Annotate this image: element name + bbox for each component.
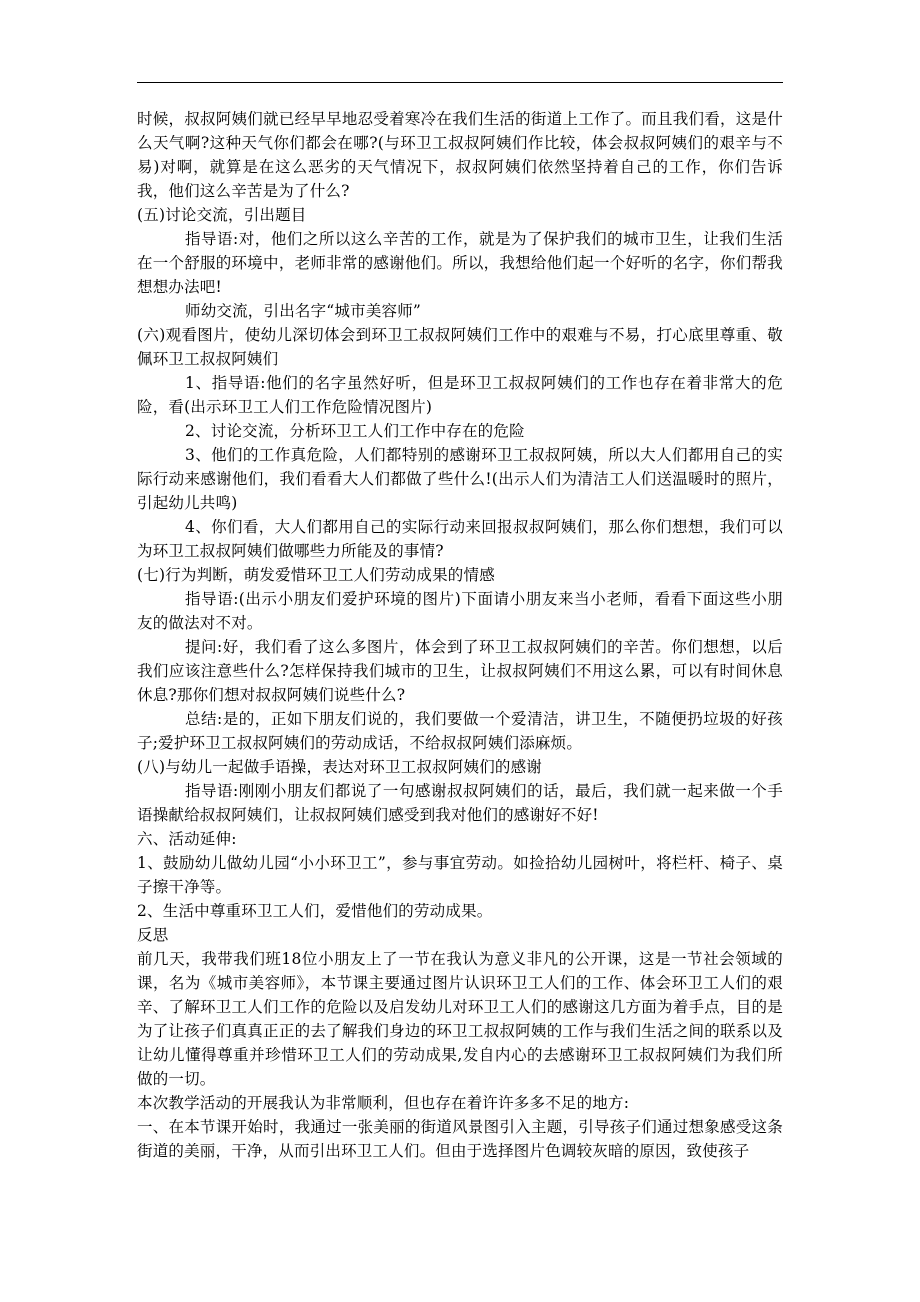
- list-item: 2、生活中尊重环卫工人们，爱惜他们的劳动成果。: [137, 902, 493, 920]
- document-body: [137, 107, 783, 1163]
- paragraph: 总结:是的，正如下朋友们说的，我们要做一个爱清洁，讲卫生，不随便扔垃圾的好孩子;爱护环卫工叔叔阿姨们的劳动成话，不给叔叔阿姨们添麻烦。: [137, 710, 783, 752]
- paragraph: 本次教学活动的开展我认为非常顺利，但也存在着许许多多不足的地方:: [137, 1094, 630, 1112]
- paragraph: 指导语:(出示小朋友们爱护环境的图片)下面请小朋友来当小老师，看看下面这些小朋友的做法对不对。: [137, 590, 783, 632]
- paragraph: 时候，叔叔阿姨们就已经早早地忍受着寒冷在我们生活的街道上工作了。而且我们看，这是什么天气啊?这种天气你们都会在哪?(与环卫工叔叔阿姨们作比较，体会叔叔阿姨们的艰辛与不易)对啊，就算是在这么恶劣的天气情况下，叔叔阿姨们依然坚持着自己的工作，你们告诉我，他们这么辛苦是为了什么?: [137, 110, 783, 200]
- paragraph: 一、在本节课开始时，我通过一张美丽的街道风景图引入主题，引导孩子们通过想象感受这条街道的美丽，干净，从而引出环卫工人们。但由于选择图片色调较灰暗的原因，致使孩子: [137, 1118, 783, 1160]
- section-heading: 六、活动延伸:: [137, 830, 237, 848]
- paragraph: 3、他们的工作真危险，人们都特别的感谢环卫工叔叔阿姨，所以大人们都用自己的实际行动来感谢他们，我们看看大人们都做了些什么!(出示人们为清洁工人们送温暖时的照片，引起幼儿共鸣): [137, 446, 783, 512]
- section-heading: (七)行为判断，萌发爱惜环卫工人们劳动成果的情感: [137, 566, 495, 584]
- section-heading: 反思: [137, 926, 169, 944]
- list-item: 1、鼓励幼儿做幼儿园“小小环卫工”，参与事宜劳动。如捡拾幼儿园树叶，将栏杆、椅子、桌子擦干净等。: [137, 854, 783, 896]
- section-heading: (八)与幼儿一起做手语操，表达对环卫工叔叔阿姨们的感谢: [137, 758, 542, 776]
- paragraph: 2、讨论交流，分析环卫工人们工作中存在的危险: [185, 422, 525, 440]
- header-rule: [137, 82, 783, 83]
- paragraph: 指导语:刚刚小朋友们都说了一句感谢叔叔阿姨们的话，最后，我们就一起来做一个手语操献给叔叔阿姨们，让叔叔阿姨们感受到我对他们的感谢好不好!: [137, 782, 783, 824]
- paragraph: 1、指导语:他们的名字虽然好听，但是环卫工叔叔阿姨们的工作也存在着非常大的危险，看(出示环卫工人们工作危险情况图片): [137, 374, 783, 416]
- paragraph: 前几天，我带我们班18位小朋友上了一节在我认为意义非凡的公开课，这是一节社会领域的课，名为《城市美容师》，本节课主要通过图片认识环卫工人们的工作、体会环卫工人们的艰辛、了解环卫工人们工作的危险以及启发幼儿对环卫工人们的感谢这几方面为着手点，目的是为了让孩子们真真正正的去了解我们身边的环卫工叔叔阿姨的工作与我们生活之间的联系以及让幼儿懂得尊重并珍惜环卫工人们的劳动成果,发自内心的去感谢环卫工叔叔阿姨们为我们所做的一切。: [137, 950, 783, 1088]
- section-heading: (五)讨论交流，引出题目: [137, 206, 307, 224]
- paragraph: 师幼交流，引出名字“城市美容师”: [185, 302, 422, 320]
- paragraph: 指导语:对，他们之所以这么辛苦的工作，就是为了保护我们的城市卫生，让我们生活在一个舒服的环境中，老师非常的感谢他们。所以，我想给他们起一个好听的名字，你们帮我想想办法吧!: [137, 230, 783, 296]
- paragraph: 提问:好，我们看了这么多图片，体会到了环卫工叔叔阿姨们的辛苦。你们想想，以后我们应该注意些什么?怎样保持我们城市的卫生，让叔叔阿姨们不用这么累，可以有时间休息休息?那你们想对叔叔阿姨们说些什么?: [137, 638, 783, 704]
- paragraph: 4、你们看，大人们都用自己的实际行动来回报叔叔阿姨们，那么你们想想，我们可以为环卫工叔叔阿姨们做哪些力所能及的事情?: [137, 518, 783, 560]
- section-heading: (六)观看图片，使幼儿深切体会到环卫工叔叔阿姨们工作中的艰难与不易，打心底里尊重、敬佩环卫工叔叔阿姨们: [137, 326, 783, 368]
